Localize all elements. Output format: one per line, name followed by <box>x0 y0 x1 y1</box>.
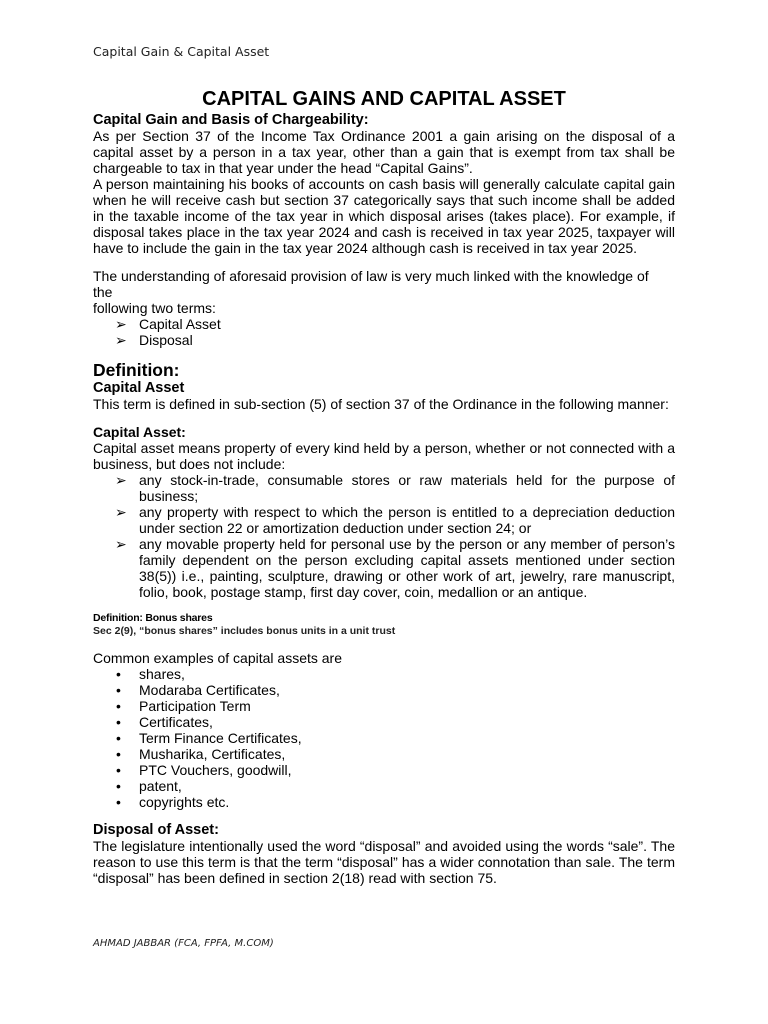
list-item-text: any movable property held for personal use by the person or any member of person’s family dependent on the person excluding capital assets mentioned under section 38(5)) i.e., painting, sculpture, drawing or other work of art, jewelry, rare manuscript, folio, book, postage stamp, first day cover, coin, medallion or an antique. <box>139 536 675 600</box>
arrow-bullet-icon: ➢ <box>115 472 127 488</box>
capital-asset-text: Capital asset means property of every kind held by a person, whether or not connected with a business, but does not include: <box>93 440 675 472</box>
paragraph-section-37: As per Section 37 of the Income Tax Ordinance 2001 a gain arising on the disposal of a capital asset by a person in a tax year, other than a gain that is exempt from tax shall be chargeable to tax in that year under the head “Capital Gains”. <box>93 128 675 176</box>
bonus-shares-heading: Definition: Bonus shares <box>93 612 213 624</box>
terms-list <box>93 316 675 348</box>
definition-heading: Definition: <box>93 360 180 380</box>
definition-intro: This term is defined in sub-section (5) of section 37 of the Ordinance in the following manner: <box>93 396 669 412</box>
section-heading-chargeability: Capital Gain and Basis of Chargeability: <box>93 112 369 128</box>
spacer <box>93 412 675 424</box>
list-item-text: patent, <box>139 778 182 794</box>
list-item <box>115 332 675 348</box>
bullet-icon: • <box>116 698 121 714</box>
page-content <box>93 88 675 886</box>
list-item <box>115 730 675 746</box>
arrow-bullet-icon: ➢ <box>115 332 127 348</box>
arrow-bullet-icon: ➢ <box>115 316 127 332</box>
bonus-shares-text: Sec 2(9), “bonus shares” includes bonus units in a unit trust <box>93 625 396 637</box>
list-item-text: PTC Vouchers, goodwill, <box>139 762 292 778</box>
spacer <box>93 348 675 360</box>
arrow-bullet-icon: ➢ <box>115 504 127 520</box>
bullet-icon: • <box>116 714 121 730</box>
list-item <box>115 666 675 682</box>
spacer <box>93 638 675 650</box>
list-item <box>115 504 675 536</box>
bullet-icon: • <box>116 762 121 778</box>
list-item <box>115 762 675 778</box>
list-item-text: any property with respect to which the person is entitled to a depreciation deduction under section 22 or amortization deduction under section 24; or <box>139 504 675 536</box>
footer-author: AHMAD JABBAR (FCA, FPFA, M.COM) <box>93 938 274 949</box>
paragraph-understanding-line3: following two terms: <box>93 300 216 316</box>
bullet-icon: • <box>116 730 121 746</box>
examples-list <box>93 666 675 810</box>
list-item <box>115 778 675 794</box>
running-header: Capital Gain & Capital Asset <box>93 44 270 59</box>
arrow-bullet-icon: ➢ <box>115 536 127 552</box>
bullet-icon: • <box>116 746 121 762</box>
list-item-text: Participation Term <box>139 698 251 714</box>
list-item <box>115 746 675 762</box>
examples-intro: Common examples of capital assets are <box>93 650 342 666</box>
list-item-text: Modaraba Certificates, <box>139 682 280 698</box>
list-item-text: any stock-in-trade, consumable stores or raw materials held for the purpose of business; <box>139 472 675 504</box>
list-item <box>115 794 675 810</box>
page-title: CAPITAL GAINS AND CAPITAL ASSET <box>202 88 566 110</box>
list-item <box>115 682 675 698</box>
definition-subheading: Capital Asset <box>93 380 185 396</box>
list-item <box>115 698 675 714</box>
list-item-text: shares, <box>139 666 185 682</box>
spacer <box>93 810 675 822</box>
bullet-icon: • <box>116 794 121 810</box>
bullet-icon: • <box>116 778 121 794</box>
spacer <box>93 600 675 612</box>
exclusions-list <box>93 472 675 600</box>
disposal-heading: Disposal of Asset: <box>93 822 219 838</box>
list-item-text: Certificates, <box>139 714 213 730</box>
bullet-icon: • <box>116 666 121 682</box>
spacer <box>93 256 675 268</box>
paragraph-understanding-line2: the <box>93 284 113 300</box>
list-item-text: Term Finance Certificates, <box>139 730 302 746</box>
capital-asset-label: Capital Asset: <box>93 424 186 440</box>
list-item <box>115 316 675 332</box>
disposal-text: The legislature intentionally used the word “disposal” and avoided using the words “sale”. The reason to use this term is that the term “disposal” has a wider connotation than sale. The term “disposal” has been defined in section 2(18) read with section 75. <box>93 838 675 886</box>
list-item-text: Capital Asset <box>139 316 221 332</box>
list-item <box>115 536 675 600</box>
list-item-text: copyrights etc. <box>139 794 230 810</box>
list-item-text: Musharika, Certificates, <box>139 746 286 762</box>
paragraph-cash-basis: A person maintaining his books of accounts on cash basis will generally calculate capital gain when he will receive cash but section 37 categorically says that such income shall be added in the taxable income of the tax year in which disposal arises (takes place). For example, if disposal takes place in the tax year 2024 and cash is received in tax year 2025, taxpayer will have to include the gain in the tax year 2024 although cash is received in tax year 2025. <box>93 176 675 256</box>
paragraph-understanding-line1: The understanding of aforesaid provision of law is very much linked with the knowledge of <box>93 268 649 284</box>
list-item-text: Disposal <box>139 332 193 348</box>
list-item <box>115 472 675 504</box>
bullet-icon: • <box>116 682 121 698</box>
list-item <box>115 714 675 730</box>
